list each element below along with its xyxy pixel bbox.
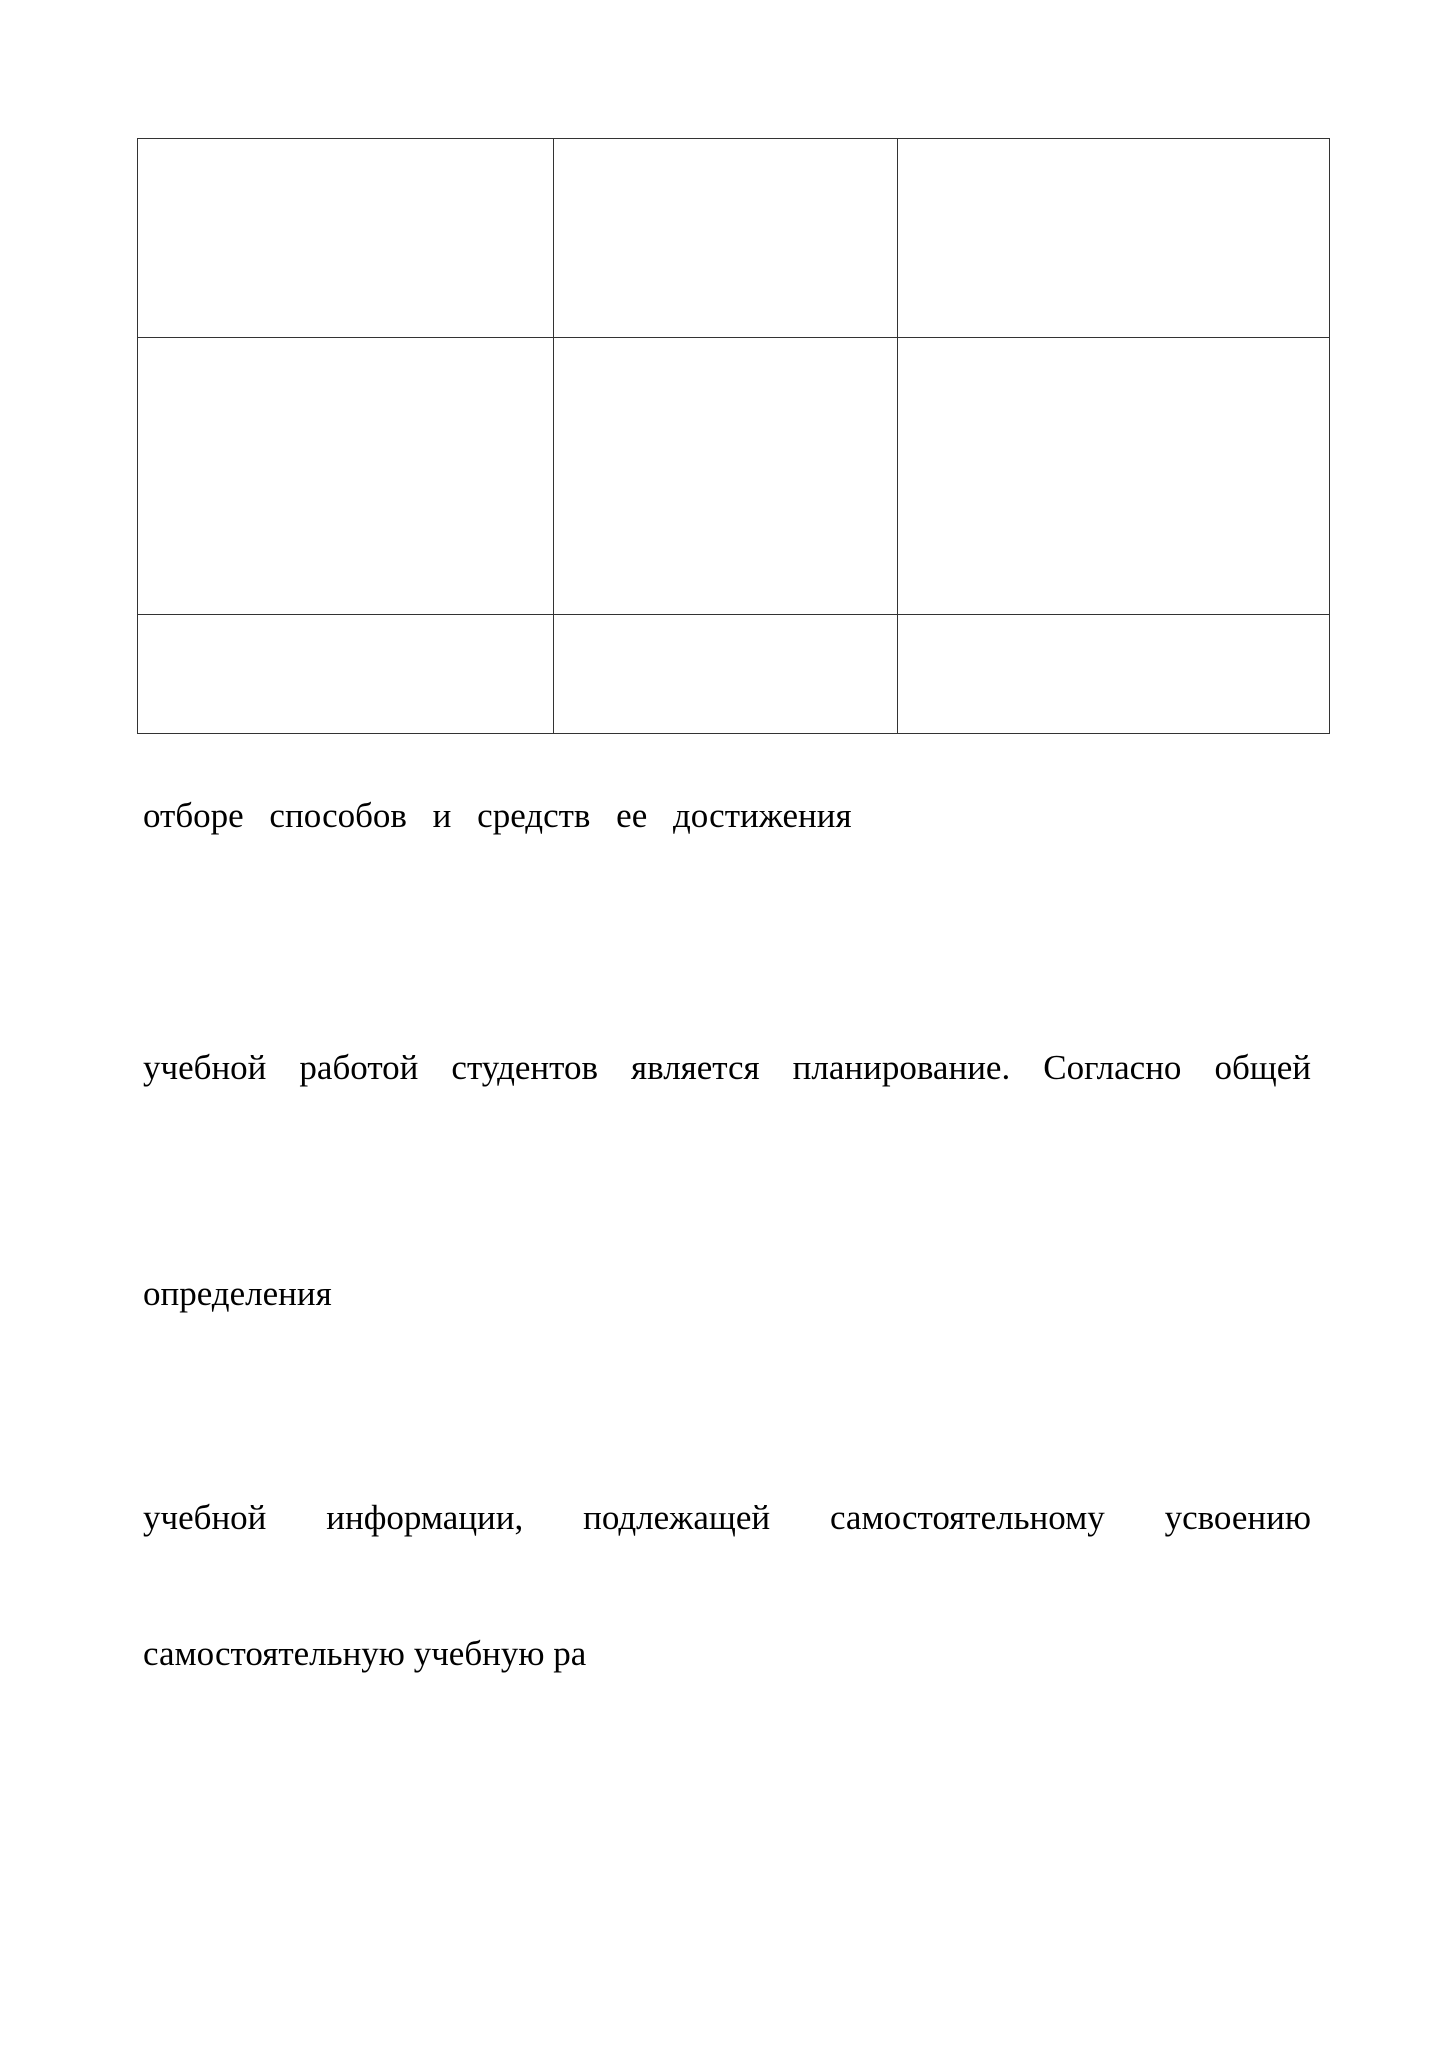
table-row bbox=[138, 615, 1330, 734]
table-cell bbox=[138, 338, 554, 615]
text-line-5: самостоятельную учебную ра bbox=[143, 1634, 587, 1673]
table-cell bbox=[554, 615, 898, 734]
table-cell bbox=[898, 139, 1330, 338]
table-cell bbox=[898, 338, 1330, 615]
text-line-1: отборе способов и средств ее достижения bbox=[143, 796, 852, 835]
table-cell bbox=[898, 615, 1330, 734]
table-cell bbox=[138, 139, 554, 338]
text-line-2: учебной работой студентов является планирование. Согласно общей bbox=[143, 1048, 1311, 1087]
table-cell bbox=[554, 338, 898, 615]
table-row bbox=[138, 139, 1330, 338]
text-line-4: учебной информации, подлежащей самостоятельному усвоению bbox=[143, 1498, 1311, 1537]
table-cell bbox=[554, 139, 898, 338]
text-line-3: определения bbox=[143, 1274, 332, 1313]
table-row bbox=[138, 338, 1330, 615]
table-cell bbox=[138, 615, 554, 734]
empty-table bbox=[137, 138, 1330, 734]
